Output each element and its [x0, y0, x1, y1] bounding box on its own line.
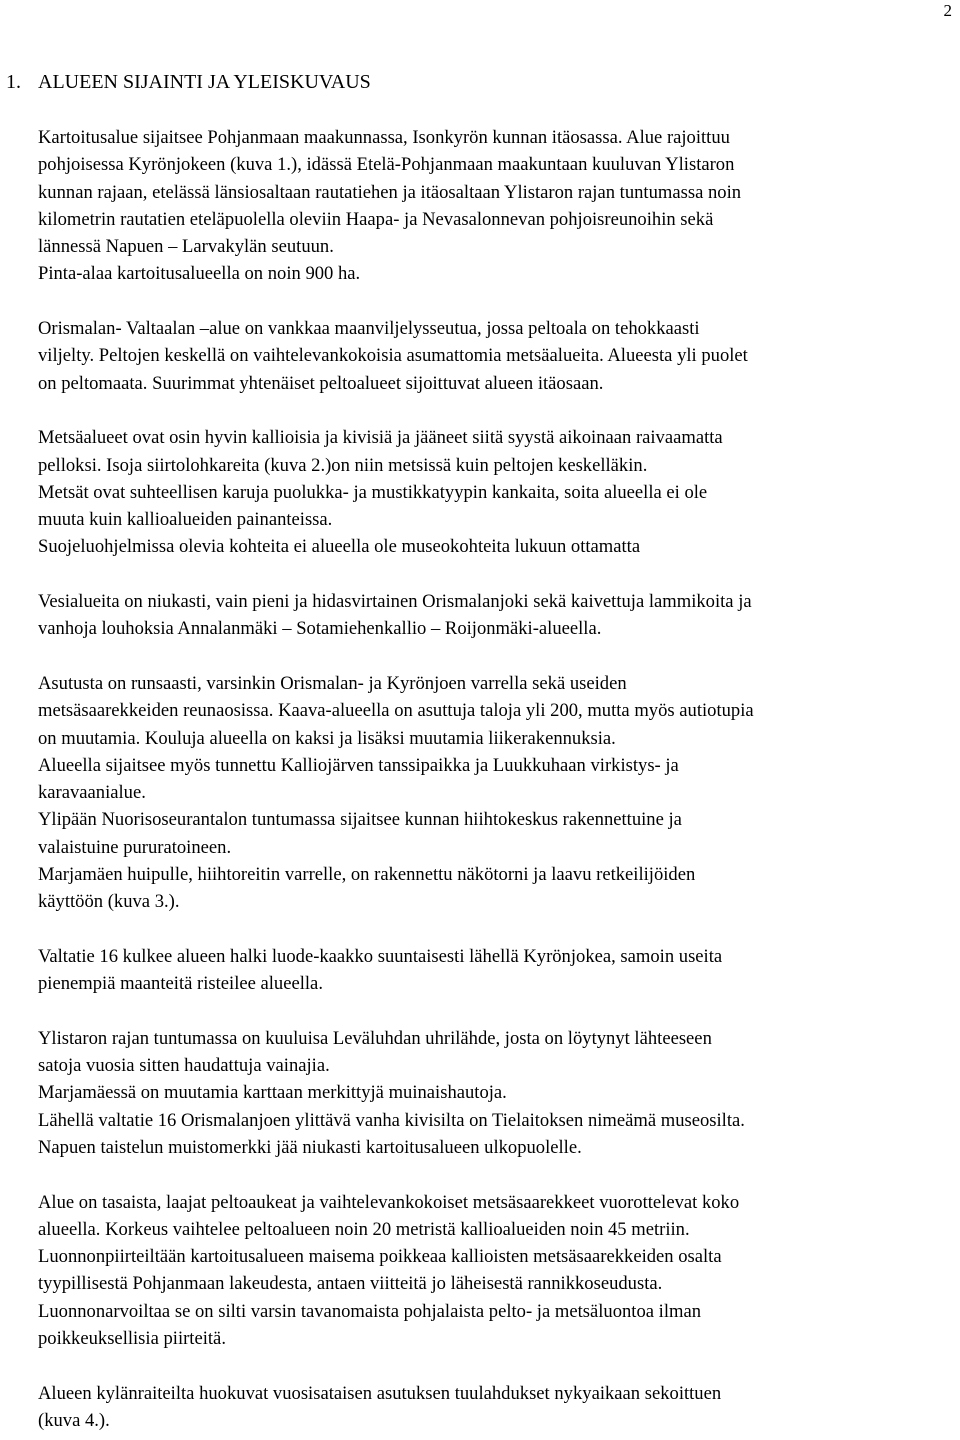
text-line: Alueella sijaitsee myös tunnettu Kalliojärven tanssipaikka ja Luukkuhaan virkistys- ja	[38, 754, 679, 776]
text-line: metsäsaarekkeiden reunaosissa. Kaava-alueella on asuttuja taloja yli 200, mutta myös autiotupia	[38, 700, 754, 722]
text-line: Ylipään Nuorisoseurantalon tuntumassa sijaitsee kunnan hiihtokeskus rakennettuine ja	[38, 809, 682, 831]
text-line: Metsät ovat suhteellisen karuja puolukka- ja mustikkatyypin kankaita, soita alueella ei ole	[38, 481, 708, 503]
paragraph	[38, 124, 956, 288]
text-line: pohjoisessa Kyrönjokeen (kuva 1.), idässä Etelä-Pohjanmaan maakuntaan kuuluvan Ylistaron	[38, 154, 735, 176]
body-text	[38, 124, 956, 1434]
text-line: Vesialueita on niukasti, vain pieni ja hidasvirtainen Orismalanjoki sekä kaivettuja lammikoita ja	[38, 591, 752, 613]
text-line: Orismalan- Valtaalan –alue on vankkaa maanviljelysseutua, jossa peltoala on tehokkaasti	[38, 318, 700, 340]
text-line: Pinta-alaa kartoitusalueella on noin 900 ha.	[38, 263, 361, 285]
paragraph	[38, 943, 956, 998]
paragraph-gap	[38, 643, 956, 670]
paragraph	[38, 670, 956, 916]
paragraph	[38, 315, 956, 397]
text-line: poikkeuksellisia piirteitä.	[38, 1328, 226, 1350]
paragraph-gap	[38, 998, 956, 1025]
text-line: Suojeluohjelmissa olevia kohteita ei alueella ole museokohteita lukuun ottamatta	[38, 536, 641, 558]
page-number: 2	[943, 1, 952, 20]
text-line: pienempiä maanteitä risteilee alueella.	[38, 973, 323, 995]
text-line: Asutusta on runsaasti, varsinkin Orismalan- ja Kyrönjoen varrella sekä useiden	[38, 672, 627, 694]
text-line: Marjamäessä on muutamia karttaan merkittyjä muinaishautoja.	[38, 1082, 507, 1104]
section-number: 1.	[6, 71, 21, 93]
paragraph	[38, 1025, 956, 1161]
paragraph-gap	[38, 288, 956, 315]
paragraph	[38, 1189, 956, 1353]
text-line: on muutamia. Kouluja alueella on kaksi ja lisäksi muutamia liikerakennuksia.	[38, 727, 616, 749]
text-line: on peltomaata. Suurimmat yhtenäiset peltoalueet sijoittuvat alueen itäosaan.	[38, 372, 604, 394]
paragraph-gap	[38, 397, 956, 424]
text-line: Kartoitusalue sijaitsee Pohjanmaan maakunnassa, Isonkyrön kunnan itäosassa. Alue rajoittuu	[38, 127, 730, 148]
text-line: tyypillisestä Pohjanmaan lakeudesta, antaen viitteitä jo läheisestä rannikkoseudusta.	[38, 1273, 663, 1295]
text-line: Metsäalueet ovat osin hyvin kallioisia ja kivisiä ja jääneet siitä syystä aikoinaan raivaamatta	[38, 427, 723, 449]
text-line: Luonnonarvoiltaa se on silti varsin tavanomaista pohjalaista pelto- ja metsäluontoa ilman	[38, 1300, 702, 1322]
paragraph-gap	[38, 561, 956, 588]
paragraph-gap	[38, 1352, 956, 1379]
text-line: viljelty. Peltojen keskellä on vaihtelevankokoisia asumattomia metsäalueita. Alueesta yli puolet	[38, 345, 748, 367]
section-title: ALUEEN SIJAINTI JA YLEISKUVAUS	[38, 71, 371, 93]
text-line: Napuen taistelun muistomerkki jää niukasti kartoitusalueen ulkopuolelle.	[38, 1136, 582, 1158]
text-line: Marjamäen huipulle, hiihtoreitin varrelle, on rakennettu näkötorni ja laavu retkeilijöiden	[38, 864, 696, 886]
text-line: vanhoja louhoksia Annalanmäki – Sotamiehenkallio – Roijonmäki-alueella.	[38, 618, 602, 640]
text-line: alueella. Korkeus vaihtelee peltoalueen noin 20 metristä kallioalueiden noin 45 metriin.	[38, 1218, 690, 1240]
text-line: Alueen kylänraiteilta huokuvat vuosisataisen asutuksen tuulahdukset nykyaikaan sekoittuen	[38, 1382, 722, 1404]
paragraph	[38, 424, 956, 560]
text-line: satoja vuosia sitten haudattuja vainajia.	[38, 1055, 330, 1077]
text-line: Alue on tasaista, laajat peltoaukeat ja vaihtelevankokoiset metsäsaarekkeet vuorottelevat koko	[38, 1191, 740, 1213]
text-line: Valtatie 16 kulkee alueen halki luode-kaakko suuntaisesti lähellä Kyrönjokea, samoin useita	[38, 945, 723, 967]
text-line: valaistuine pururatoineen.	[38, 836, 232, 858]
text-line: karavaanialue.	[38, 782, 146, 804]
paragraph-gap	[38, 916, 956, 943]
text-line: kilometrin rautatien eteläpuolella oleviin Haapa- ja Nevasalonnevan pohjoisreunoihin sekä	[38, 208, 714, 230]
text-line: käyttöön (kuva 3.).	[38, 891, 180, 913]
paragraph-gap	[38, 1161, 956, 1188]
text-line: muuta kuin kallioalueiden painanteissa.	[38, 509, 333, 531]
paragraph	[38, 1380, 956, 1435]
text-line: kunnan rajaan, etelässä länsiosaltaan rautatiehen ja itäosaltaan Ylistaron rajan tuntumassa noin	[38, 181, 742, 203]
text-line: Lähellä valtatie 16 Orismalanjoen ylittävä vanha kivisilta on Tielaitoksen nimeämä museosilta.	[38, 1109, 745, 1131]
text-line: lännessä Napuen – Larvakylän seutuun.	[38, 236, 334, 258]
text-line: (kuva 4.).	[38, 1409, 110, 1431]
text-line: pelloksi. Isoja siirtolohkareita (kuva 2.)on niin metsissä kuin peltojen keskelläkin.	[38, 454, 648, 476]
text-line: Luonnonpiirteiltään kartoitusalueen maisema poikkeaa kallioisten metsäsaarekkeiden osalta	[38, 1246, 722, 1268]
paragraph	[38, 588, 956, 643]
text-line: Ylistaron rajan tuntumassa on kuuluisa Leväluhdan uhrilähde, josta on löytynyt lähteeseen	[38, 1027, 712, 1049]
